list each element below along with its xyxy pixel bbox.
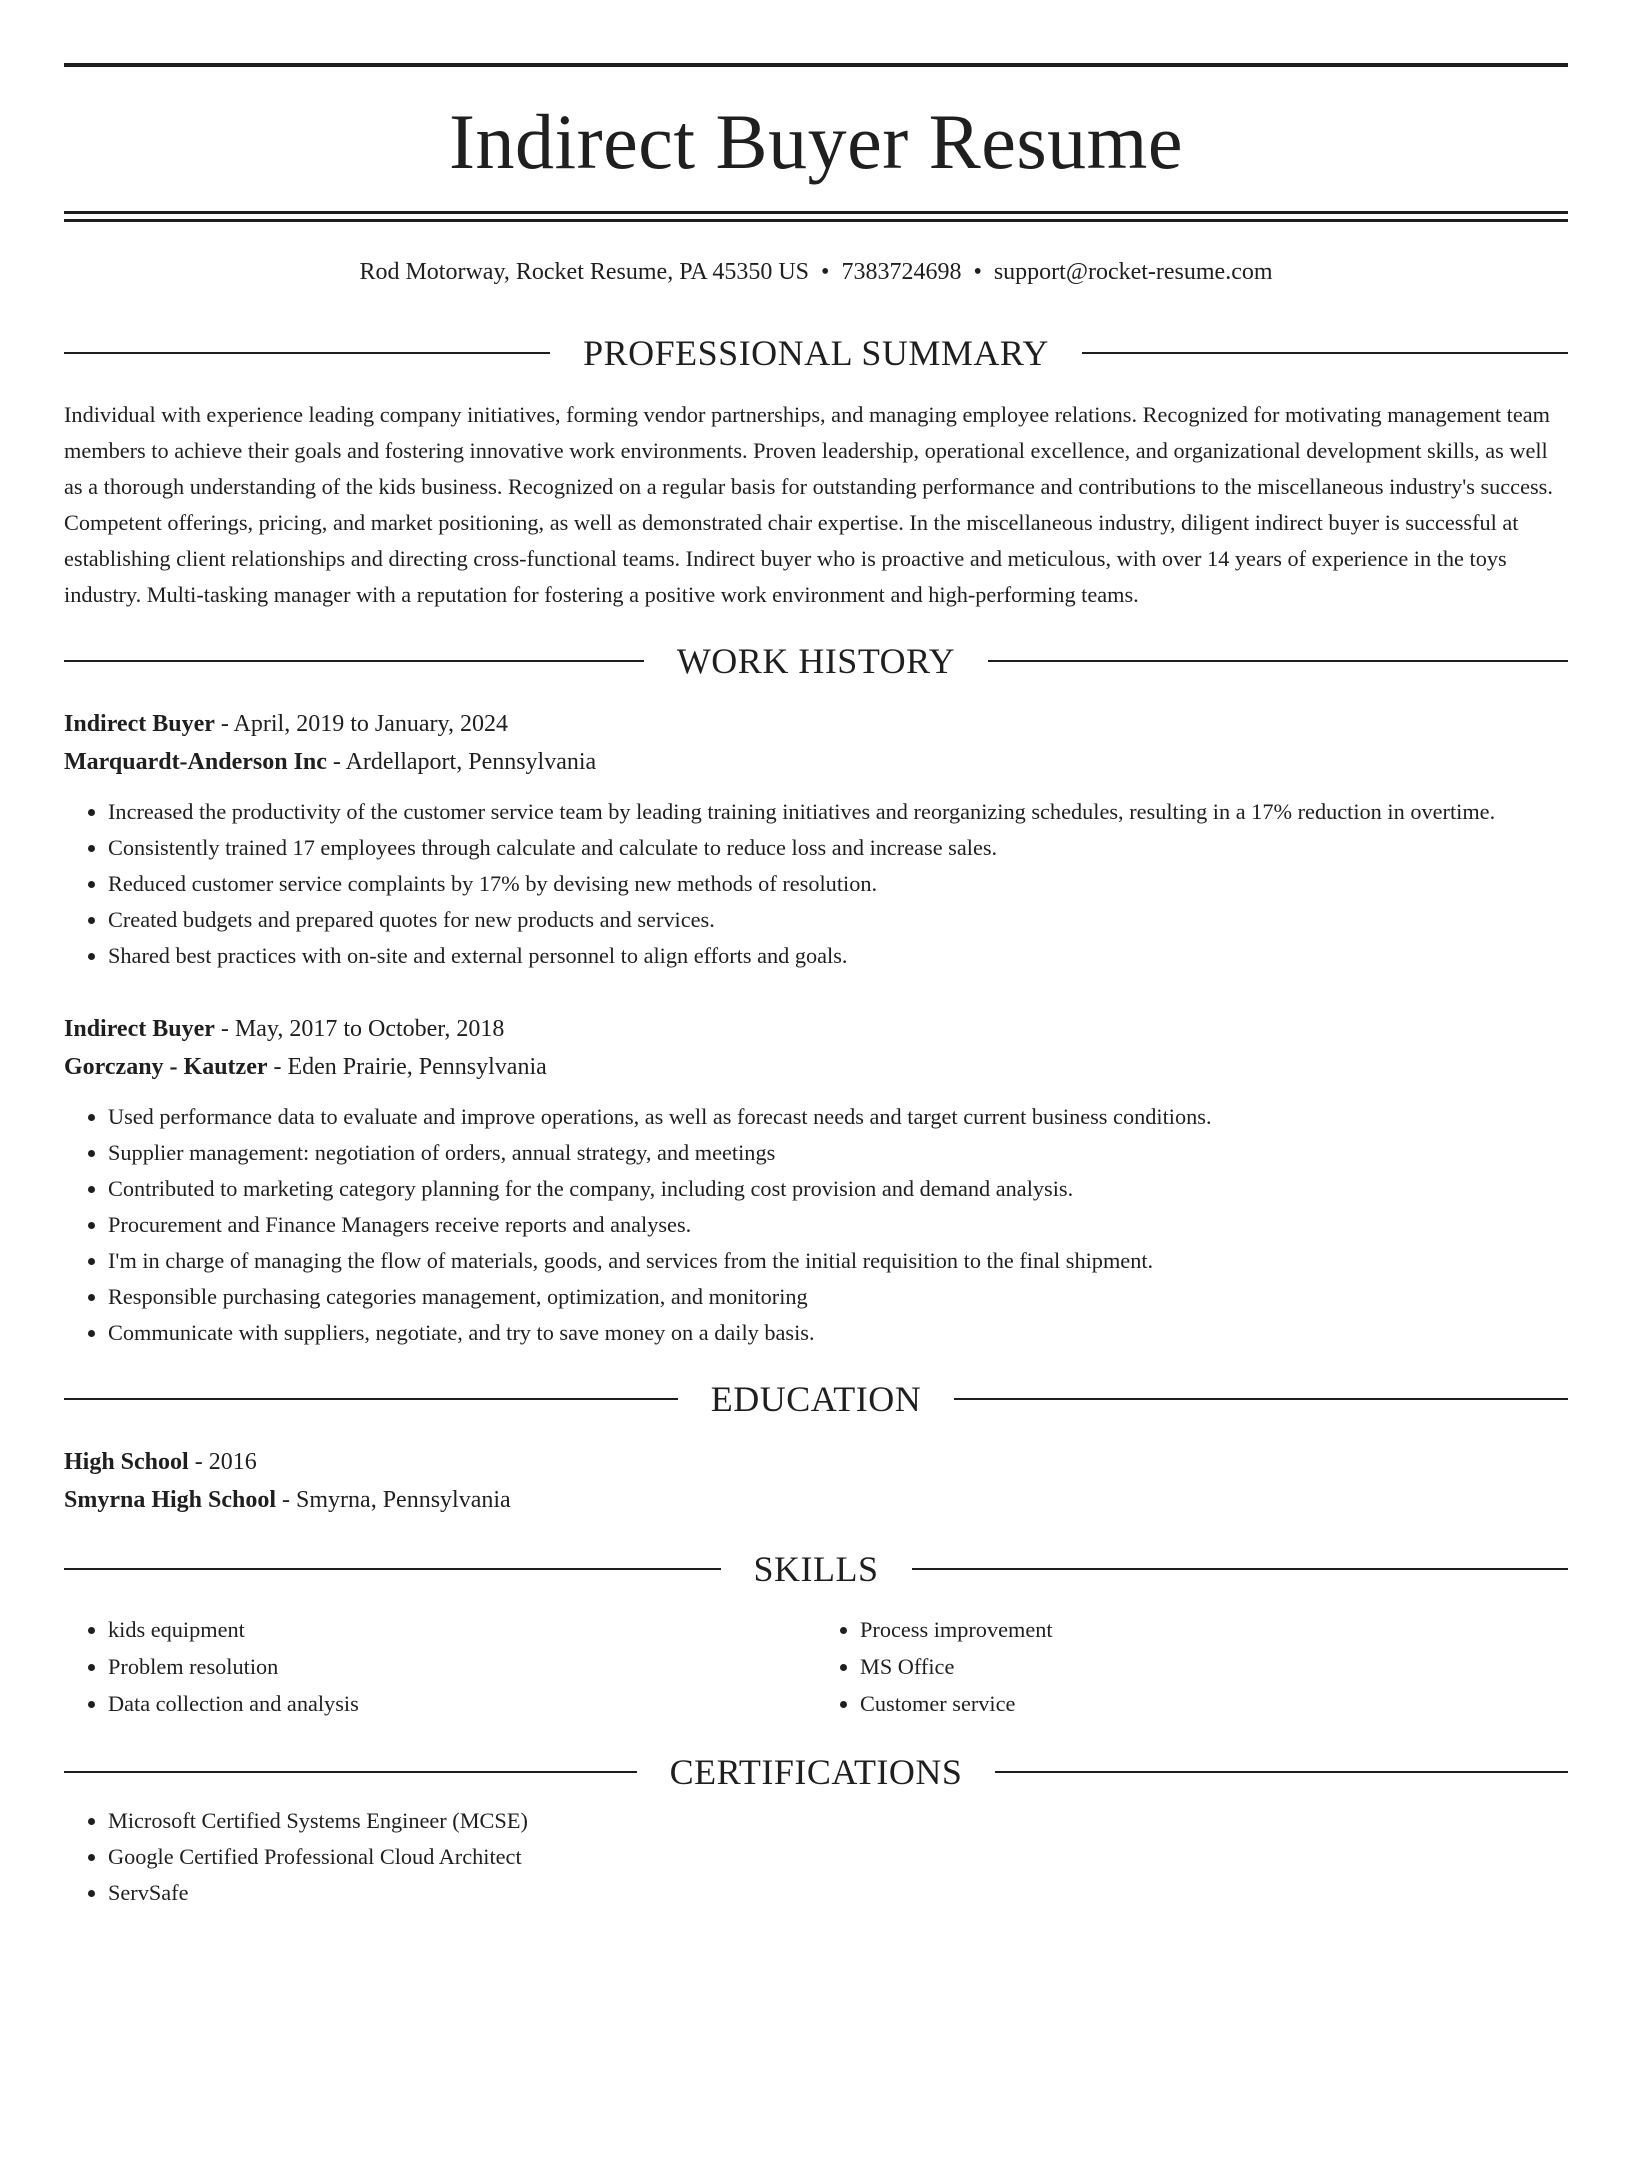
education-degree: High School [64, 1448, 189, 1475]
job-bullets [64, 794, 1568, 974]
list-item: • Created budgets and prepared quotes for new products and services. [108, 902, 1568, 938]
heading-rule [64, 352, 550, 354]
list-item: • MS Office [860, 1648, 1568, 1685]
summary-text: Individual with experience leading company initiatives, forming vendor partnerships, and managing employee relations. Recognized for motivating management team members to achieve their goals and fostering innovative work environments. Proven leadership, operational excellence, and organizational development skills, as well as a thorough understanding of the kids business. Recognized on a regular basis for outstanding performance and contributions to the miscellaneous industry's success. Competent offerings, pricing, and market positioning, as well as demonstrated chair expertise. In the miscellaneous industry, diligent indirect buyer is successful at establishing client relationships and directing cross-functional teams. Indirect buyer who is proactive and meticulous, with over 14 years of experience in the toys industry. Multi-tasking manager with a reputation for fostering a positive work environment and high-performing teams. [64, 401, 1553, 607]
list-item: • Reduced customer service complaints by 17% by devising new methods of resolution. [108, 866, 1568, 902]
contact-address: Rod Motorway, Rocket Resume, PA 45350 US [359, 259, 810, 285]
section-title: WORK HISTORY [676, 640, 956, 681]
list-item: • Problem resolution [108, 1648, 816, 1685]
job-dates: - April, 2019 to January, 2024 [214, 710, 508, 737]
section-heading-certifications [64, 1751, 1568, 1792]
job-entry [64, 1010, 1568, 1351]
heading-rule [64, 660, 644, 662]
job-title-line [64, 705, 1568, 743]
page-title: Indirect Buyer Resume [449, 98, 1183, 185]
contact-phone: 7383724698 [841, 259, 962, 285]
job-company: Gorczany - Kautzer [64, 1053, 268, 1080]
job-dates: - May, 2017 to October, 2018 [214, 1015, 505, 1042]
job-company-line [64, 1048, 1568, 1086]
education-degree-line [64, 1443, 1568, 1481]
job-company: Marquardt-Anderson Inc [64, 748, 327, 775]
heading-rule [954, 1398, 1568, 1400]
job-title: Indirect Buyer [64, 710, 215, 737]
education-location: - Smyrna, Pennsylvania [276, 1486, 511, 1513]
heading-rule [64, 1771, 637, 1773]
job-location: - Eden Prairie, Pennsylvania [267, 1053, 547, 1080]
certifications-list [64, 1803, 1568, 1911]
section-title: SKILLS [753, 1548, 879, 1589]
list-item: • Consistently trained 17 employees through calculate and calculate to reduce loss and increase sales. [108, 830, 1568, 866]
education-school: Smyrna High School [64, 1486, 277, 1513]
education-entry [64, 1443, 1568, 1519]
contact-separator: • [973, 259, 982, 285]
education-school-line [64, 1481, 1568, 1519]
list-item: • Supplier management: negotiation of orders, annual strategy, and meetings [108, 1135, 1568, 1171]
list-item: • Customer service [860, 1685, 1568, 1722]
section-title: PROFESSIONAL SUMMARY [583, 332, 1049, 373]
section-heading-summary [64, 332, 1568, 373]
heading-rule [64, 1398, 678, 1400]
title-double-rule [64, 211, 1568, 222]
top-rule [64, 63, 1568, 67]
education-year: - 2016 [188, 1448, 257, 1475]
section-heading-skills [64, 1548, 1568, 1589]
list-item: • Responsible purchasing categories management, optimization, and monitoring [108, 1279, 1568, 1315]
contact-separator: • [821, 259, 830, 285]
contact-line [64, 258, 1568, 287]
heading-rule [912, 1568, 1569, 1570]
list-item: • kids equipment [108, 1611, 816, 1648]
heading-rule [64, 1568, 721, 1570]
list-item: • Process improvement [860, 1611, 1568, 1648]
resume-page [0, 63, 1632, 2175]
section-heading-education [64, 1378, 1568, 1419]
job-bullets [64, 1099, 1568, 1351]
job-title-line [64, 1010, 1568, 1048]
list-item: • Shared best practices with on-site and external personnel to align efforts and goals. [108, 938, 1568, 974]
list-item: • Data collection and analysis [108, 1685, 816, 1722]
section-title: EDUCATION [710, 1378, 922, 1419]
job-location: - Ardellaport, Pennsylvania [326, 748, 597, 775]
job-company-line [64, 743, 1568, 781]
job-title: Indirect Buyer [64, 1015, 215, 1042]
skills-column-left [64, 1611, 816, 1722]
list-item: • Google Certified Professional Cloud Architect [108, 1839, 1568, 1875]
list-item: • Procurement and Finance Managers receive reports and analyses. [108, 1207, 1568, 1243]
heading-rule [995, 1771, 1568, 1773]
list-item: • Communicate with suppliers, negotiate, and try to save money on a daily basis. [108, 1315, 1568, 1351]
heading-rule [988, 660, 1568, 662]
list-item: • Microsoft Certified Systems Engineer (MCSE) [108, 1803, 1568, 1839]
skills-column-right [816, 1611, 1568, 1722]
list-item: • ServSafe [108, 1875, 1568, 1911]
list-item: • Increased the productivity of the customer service team by leading training initiatives and reorganizing schedules, resulting in a 17% reduction in overtime. [108, 794, 1568, 830]
section-title: CERTIFICATIONS [669, 1751, 963, 1792]
heading-rule [1082, 352, 1568, 354]
list-item: • Used performance data to evaluate and improve operations, as well as forecast needs and target current business conditions. [108, 1099, 1568, 1135]
list-item: • Contributed to marketing category planning for the company, including cost provision and demand analysis. [108, 1171, 1568, 1207]
job-entry [64, 705, 1568, 974]
skills-list [64, 1611, 1568, 1722]
section-heading-work-history [64, 640, 1568, 681]
list-item: • I'm in charge of managing the flow of materials, goods, and services from the initial requisition to the final shipment. [108, 1243, 1568, 1279]
contact-email: support@rocket-resume.com [993, 259, 1273, 285]
